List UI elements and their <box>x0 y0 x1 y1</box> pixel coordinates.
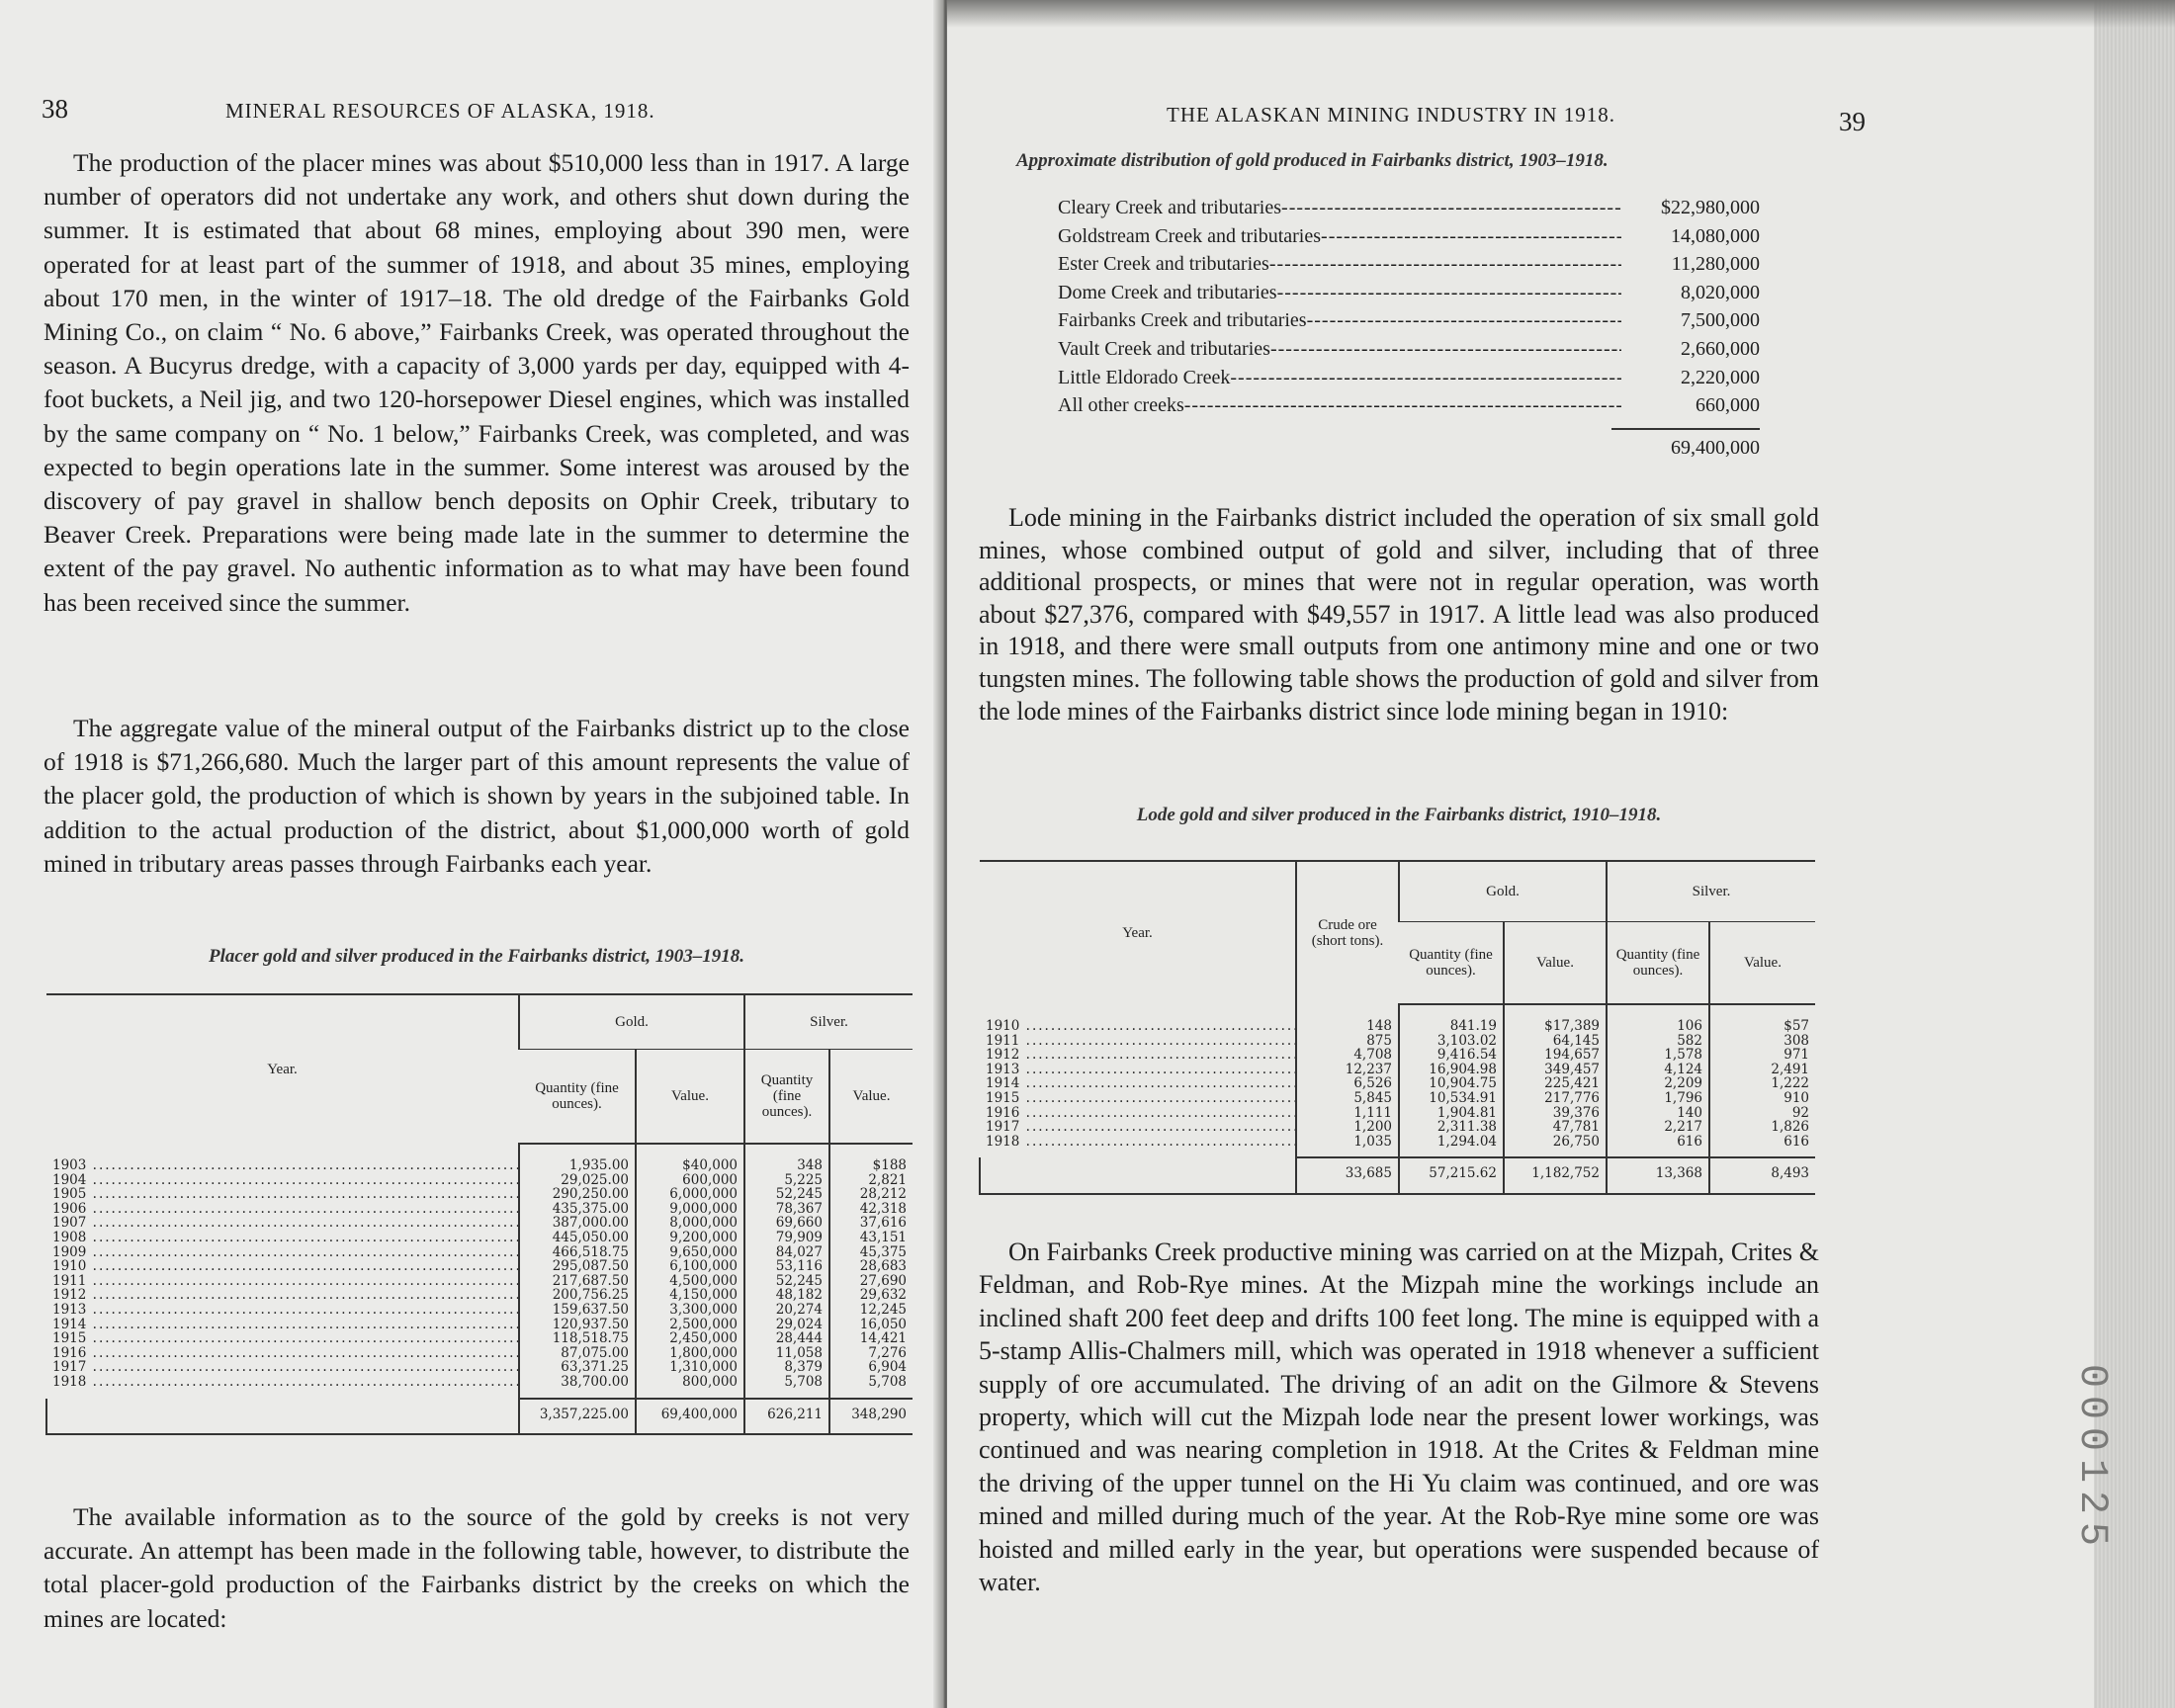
table-row <box>980 1135 1815 1158</box>
running-head-left: MINERAL RESOURCES OF ALASKA, 1918. <box>225 99 655 123</box>
total-silver-value-cell: 348,290 <box>829 1399 913 1435</box>
placer-header-silver: Silver. <box>744 994 913 1050</box>
year-cell: 1908 ..... <box>46 1231 519 1245</box>
leader-dashes <box>1277 279 1621 307</box>
table-row <box>46 1173 913 1188</box>
gold-value-cell: 9,200,000 <box>636 1231 744 1245</box>
year-cell: 1910 ..... <box>980 1004 1296 1034</box>
year-cell: 1916 ..... <box>46 1346 519 1361</box>
table-row <box>46 1231 913 1245</box>
list-item <box>1058 279 1760 307</box>
creek-name: All other creeks <box>1058 394 1184 417</box>
silver-quantity-cell: 52,245 <box>744 1274 829 1289</box>
creek-value: 8,020,000 <box>1681 281 1760 303</box>
silver-quantity-cell: 79,909 <box>744 1231 829 1245</box>
crude-ore-cell: 1,035 <box>1296 1135 1399 1158</box>
creek-name: Little Eldorado Creek <box>1058 366 1231 388</box>
creek-name: Goldstream Creek and tributaries <box>1058 224 1322 247</box>
table-row <box>980 1091 1815 1106</box>
silver-value-cell: 6,904 <box>829 1360 913 1375</box>
creek-value: 660,000 <box>1696 394 1760 417</box>
gold-value-cell: 47,781 <box>1504 1120 1607 1135</box>
silver-quantity-cell: 4,124 <box>1607 1063 1709 1077</box>
distribution-caption: Approximate distribution of gold produced in Fairbanks district, 1903–1918. <box>1016 150 1609 171</box>
gold-quantity-cell: 435,375.00 <box>519 1202 636 1217</box>
table-row <box>980 1076 1815 1091</box>
placer-table <box>45 993 913 1435</box>
gold-value-cell: 225,421 <box>1504 1076 1607 1091</box>
year-cell: 1903 ..... <box>46 1144 519 1173</box>
gold-quantity-cell: 217,687.50 <box>519 1274 636 1289</box>
silver-quantity-cell: 8,379 <box>744 1360 829 1375</box>
year-cell: 1918 ..... <box>46 1375 519 1399</box>
silver-quantity-cell: 1,578 <box>1607 1048 1709 1063</box>
leader-dashes <box>1321 222 1621 251</box>
list-item <box>1058 335 1760 364</box>
left-paragraph-2 <box>44 712 910 881</box>
left-paragraph-2-text: The aggregate value of the mineral output of the Fairbanks district up to the close of 1918 is $71,266,680. Much the larger part of this amount represents the value of the placer gold, the production of which is shown by years in the subjoined table. In addition to the actual production of the district, about $1,000,000 worth of gold mined in tributary areas passes through Fairbanks each year. <box>44 714 910 878</box>
lode-header-silver-quantity: Quantity (fine ounces). <box>1607 922 1709 1005</box>
crude-ore-cell: 1,111 <box>1296 1106 1399 1121</box>
lode-header-gold-quantity: Quantity (fine ounces). <box>1399 922 1504 1005</box>
silver-value-cell: 27,690 <box>829 1274 913 1289</box>
total-silver-value-cell: 8,493 <box>1709 1157 1815 1194</box>
gold-quantity-cell: 16,904.98 <box>1399 1063 1504 1077</box>
gold-value-cell: 26,750 <box>1504 1135 1607 1158</box>
creek-value: 7,500,000 <box>1681 309 1760 332</box>
total-silver-quantity-cell: 626,211 <box>744 1399 829 1435</box>
list-item <box>1058 222 1760 251</box>
year-cell: 1915 ..... <box>46 1331 519 1346</box>
gold-quantity-cell: 120,937.50 <box>519 1318 636 1332</box>
gold-quantity-cell: 387,000.00 <box>519 1216 636 1231</box>
lode-table-body <box>980 1004 1815 1194</box>
table-row <box>46 1346 913 1361</box>
gold-quantity-cell: 3,103.02 <box>1399 1034 1504 1049</box>
silver-quantity-cell: 69,660 <box>744 1216 829 1231</box>
silver-quantity-cell: 78,367 <box>744 1202 829 1217</box>
silver-value-cell: 308 <box>1709 1034 1815 1049</box>
gold-quantity-cell: 87,075.00 <box>519 1346 636 1361</box>
placer-table-caption: Placer gold and silver produced in the Fairbanks district, 1903–1918. <box>208 946 745 967</box>
creek-value: 2,220,000 <box>1681 366 1760 388</box>
total-gold-quantity-cell: 3,357,225.00 <box>519 1399 636 1435</box>
silver-value-cell: 2,491 <box>1709 1063 1815 1077</box>
creek-value: 11,280,000 <box>1671 253 1760 276</box>
gold-value-cell: 194,657 <box>1504 1048 1607 1063</box>
placer-header-silver-value: Value. <box>829 1050 913 1145</box>
year-cell: 1905 ..... <box>46 1187 519 1202</box>
creek-value: 14,080,000 <box>1671 224 1760 247</box>
total-gold-quantity-cell: 57,215.62 <box>1399 1157 1504 1194</box>
list-item <box>1058 194 1760 222</box>
lode-header-year: Year. <box>980 861 1296 1004</box>
gold-quantity-cell: 63,371.25 <box>519 1360 636 1375</box>
year-cell: 1913 ..... <box>46 1303 519 1318</box>
creek-name: Cleary Creek and tributaries <box>1058 197 1282 218</box>
gold-quantity-cell: 1,904.81 <box>1399 1106 1504 1121</box>
year-cell: 1915 ..... <box>980 1091 1296 1106</box>
silver-quantity-cell: 5,708 <box>744 1375 829 1399</box>
list-item <box>1058 306 1760 335</box>
gold-quantity-cell: 2,311.38 <box>1399 1120 1504 1135</box>
silver-quantity-cell: 48,182 <box>744 1288 829 1303</box>
total-crude-ore-cell: 33,685 <box>1296 1157 1399 1194</box>
year-cell: 1909 ..... <box>46 1245 519 1260</box>
lode-header-crude-ore: Crude ore (short tons). <box>1296 861 1399 1004</box>
gold-value-cell: 2,500,000 <box>636 1318 744 1332</box>
gold-quantity-cell: 1,935.00 <box>519 1144 636 1173</box>
year-cell: 1912 ..... <box>980 1048 1296 1063</box>
year-cell: 1910 ..... <box>46 1259 519 1274</box>
silver-quantity-cell: 84,027 <box>744 1245 829 1260</box>
silver-quantity-cell: 582 <box>1607 1034 1709 1049</box>
silver-quantity-cell: 29,024 <box>744 1318 829 1332</box>
lode-header-gold-value: Value. <box>1504 922 1607 1005</box>
list-item <box>1058 391 1760 420</box>
gold-value-cell: 600,000 <box>636 1173 744 1188</box>
table-row <box>46 1360 913 1375</box>
silver-value-cell: 43,151 <box>829 1231 913 1245</box>
leader-dashes <box>1184 391 1621 420</box>
silver-value-cell: 1,222 <box>1709 1076 1815 1091</box>
gold-quantity-cell: 118,518.75 <box>519 1331 636 1346</box>
gold-quantity-cell: 290,250.00 <box>519 1187 636 1202</box>
silver-quantity-cell: 140 <box>1607 1106 1709 1121</box>
silver-value-cell: 5,708 <box>829 1375 913 1399</box>
gold-value-cell: 217,776 <box>1504 1091 1607 1106</box>
table-row <box>980 1120 1815 1135</box>
table-row <box>980 1048 1815 1063</box>
leader-dashes <box>1281 194 1621 222</box>
year-cell: 1917 ..... <box>980 1120 1296 1135</box>
silver-value-cell: 16,050 <box>829 1318 913 1332</box>
gold-value-cell: 9,000,000 <box>636 1202 744 1217</box>
year-cell: 1914 ..... <box>980 1076 1296 1091</box>
silver-value-cell: 910 <box>1709 1091 1815 1106</box>
table-row <box>46 1245 913 1260</box>
total-silver-quantity-cell: 13,368 <box>1607 1157 1709 1194</box>
silver-value-cell: $57 <box>1709 1004 1815 1034</box>
total-label-cell <box>980 1157 1296 1194</box>
crude-ore-cell: 6,526 <box>1296 1076 1399 1091</box>
crude-ore-cell: 148 <box>1296 1004 1399 1034</box>
right-paragraph-2 <box>979 1236 1819 1598</box>
silver-value-cell: 12,245 <box>829 1303 913 1318</box>
gold-value-cell: 1,310,000 <box>636 1360 744 1375</box>
silver-value-cell: $188 <box>829 1144 913 1173</box>
gold-value-cell: 9,650,000 <box>636 1245 744 1260</box>
gold-quantity-cell: 200,756.25 <box>519 1288 636 1303</box>
year-cell: 1906 ..... <box>46 1202 519 1217</box>
lode-table <box>979 860 1815 1195</box>
list-item <box>1058 250 1760 279</box>
placer-table-body <box>46 1144 913 1434</box>
total-gold-value-cell: 1,182,752 <box>1504 1157 1607 1194</box>
gold-quantity-cell: 445,050.00 <box>519 1231 636 1245</box>
silver-quantity-cell: 20,274 <box>744 1303 829 1318</box>
table-row <box>46 1303 913 1318</box>
distribution-list <box>1058 194 1760 462</box>
table-row <box>46 1318 913 1332</box>
silver-value-cell: 971 <box>1709 1048 1815 1063</box>
silver-value-cell: 37,616 <box>829 1216 913 1231</box>
gold-value-cell: 2,450,000 <box>636 1331 744 1346</box>
distribution-total: 69,400,000 <box>1671 436 1760 459</box>
total-row <box>46 1399 913 1435</box>
lode-header-gold: Gold. <box>1399 861 1607 922</box>
gold-value-cell: 3,300,000 <box>636 1303 744 1318</box>
silver-quantity-cell: 28,444 <box>744 1331 829 1346</box>
year-cell: 1904 ..... <box>46 1173 519 1188</box>
silver-value-cell: 29,632 <box>829 1288 913 1303</box>
gold-quantity-cell: 1,294.04 <box>1399 1135 1504 1158</box>
silver-value-cell: 2,821 <box>829 1173 913 1188</box>
silver-quantity-cell: 53,116 <box>744 1259 829 1274</box>
left-paragraph-1 <box>44 146 910 620</box>
silver-quantity-cell: 5,225 <box>744 1173 829 1188</box>
table-row <box>980 1063 1815 1077</box>
silver-value-cell: 7,276 <box>829 1346 913 1361</box>
table-row <box>46 1331 913 1346</box>
table-row <box>980 1034 1815 1049</box>
table-row <box>46 1259 913 1274</box>
crude-ore-cell: 1,200 <box>1296 1120 1399 1135</box>
placer-header-gold: Gold. <box>519 994 744 1050</box>
crude-ore-cell: 5,845 <box>1296 1091 1399 1106</box>
lode-header-silver-value: Value. <box>1709 922 1815 1005</box>
creek-value: $22,980,000 <box>1661 197 1760 218</box>
table-row <box>980 1106 1815 1121</box>
lode-table-caption: Lode gold and silver produced in the Fairbanks district, 1910–1918. <box>1136 805 1662 825</box>
distribution-rows <box>1058 194 1760 420</box>
year-cell: 1918 ..... <box>980 1135 1296 1158</box>
gold-quantity-cell: 10,534.91 <box>1399 1091 1504 1106</box>
right-paragraph-1-text: Lode mining in the Fairbanks district included the operation of six small gold mines, whose combined output of gold and silver, including that of three additional prospects, or mines that were not in regular operation, was worth about $27,376, compared with $49,557 in 1917. A little lead was also produced in 1918, and there were small outputs from one antimony mine and one or two tungsten mines. The following table shows the production of gold and silver from the lode mines of the Fairbanks district since lode mining began in 1910: <box>979 503 1819 726</box>
silver-quantity-cell: 11,058 <box>744 1346 829 1361</box>
placer-header-gold-quantity: Quantity (fine ounces). <box>519 1050 636 1145</box>
gold-value-cell: 1,800,000 <box>636 1346 744 1361</box>
gold-quantity-cell: 841.19 <box>1399 1004 1504 1034</box>
total-label-cell <box>46 1399 519 1435</box>
table-row <box>46 1187 913 1202</box>
left-page <box>0 0 941 1708</box>
silver-quantity-cell: 106 <box>1607 1004 1709 1034</box>
year-cell: 1916 ..... <box>980 1106 1296 1121</box>
table-row <box>46 1216 913 1231</box>
creek-value: 2,660,000 <box>1681 337 1760 360</box>
distribution-sum-rule <box>1611 428 1760 430</box>
creek-name: Vault Creek and tributaries <box>1058 337 1270 360</box>
placer-header-year: Year. <box>46 994 519 1144</box>
gold-quantity-cell: 159,637.50 <box>519 1303 636 1318</box>
silver-value-cell: 1,826 <box>1709 1120 1815 1135</box>
leader-dashes <box>1230 364 1621 392</box>
total-row <box>980 1157 1815 1194</box>
year-cell: 1913 ..... <box>980 1063 1296 1077</box>
right-paragraph-1 <box>979 502 1819 727</box>
silver-quantity-cell: 52,245 <box>744 1187 829 1202</box>
silver-value-cell: 14,421 <box>829 1331 913 1346</box>
gold-quantity-cell: 295,087.50 <box>519 1259 636 1274</box>
table-row <box>46 1288 913 1303</box>
crude-ore-cell: 4,708 <box>1296 1048 1399 1063</box>
top-shadow <box>947 0 2175 28</box>
leader-dashes <box>1270 335 1621 364</box>
silver-value-cell: 92 <box>1709 1106 1815 1121</box>
silver-value-cell: 616 <box>1709 1135 1815 1158</box>
page-number-right: 39 <box>1839 107 1866 136</box>
year-cell: 1917 ..... <box>46 1360 519 1375</box>
table-row <box>46 1144 913 1173</box>
gold-quantity-cell: 38,700.00 <box>519 1375 636 1399</box>
silver-value-cell: 42,318 <box>829 1202 913 1217</box>
leader-dashes <box>1269 250 1621 279</box>
table-row <box>46 1274 913 1289</box>
crude-ore-cell: 875 <box>1296 1034 1399 1049</box>
silver-value-cell: 45,375 <box>829 1245 913 1260</box>
year-cell: 1907 ..... <box>46 1216 519 1231</box>
year-cell: 1911 ..... <box>46 1274 519 1289</box>
gold-value-cell: $17,389 <box>1504 1004 1607 1034</box>
year-cell: 1914 ..... <box>46 1318 519 1332</box>
table-row <box>46 1202 913 1217</box>
gold-value-cell: 64,145 <box>1504 1034 1607 1049</box>
crude-ore-cell: 12,237 <box>1296 1063 1399 1077</box>
silver-quantity-cell: 616 <box>1607 1135 1709 1158</box>
silver-quantity-cell: 1,796 <box>1607 1091 1709 1106</box>
gold-value-cell: 6,100,000 <box>636 1259 744 1274</box>
gold-quantity-cell: 9,416.54 <box>1399 1048 1504 1063</box>
gold-value-cell: 4,500,000 <box>636 1274 744 1289</box>
gold-value-cell: 6,000,000 <box>636 1187 744 1202</box>
table-row <box>46 1375 913 1399</box>
silver-value-cell: 28,683 <box>829 1259 913 1274</box>
left-paragraph-3 <box>44 1500 910 1636</box>
list-item <box>1058 364 1760 392</box>
gold-value-cell: 8,000,000 <box>636 1216 744 1231</box>
year-cell: 1911 ..... <box>980 1034 1296 1049</box>
running-head-right: THE ALASKAN MINING INDUSTRY IN 1918. <box>1167 103 1616 127</box>
leader-dashes <box>1307 306 1621 335</box>
table-row <box>980 1004 1815 1034</box>
right-paragraph-2-text: On Fairbanks Creek productive mining was carried on at the Mizpah, Crites & Feldman, and Rob-Rye mines. At the Mizpah mine the workings include an inclined shaft 200 feet deep and drifts 100 feet long. The mine is equipped with a 5-stamp Allis-Chalmers mill, which was operated in 1918 whenever a sufficient supply of ore accumulated. The driving of an adit on the Gilmore & Stevens property, which will cut the Mizpah lode near the present lower workings, was continued and was nearing completion in 1918. At the Crites & Feldman mine the driving of the upper tunnel on the Hi Yu claim was continued, and ore was mined and milled during much of the year. At the Rob-Rye mine some ore was hoisted and milled early in the year, but operations were suspended because of water. <box>979 1238 1819 1597</box>
year-cell: 1912 ..... <box>46 1288 519 1303</box>
lode-header-silver: Silver. <box>1607 861 1815 922</box>
placer-header-gold-value: Value. <box>636 1050 744 1145</box>
total-gold-value-cell: 69,400,000 <box>636 1399 744 1435</box>
gold-quantity-cell: 10,904.75 <box>1399 1076 1504 1091</box>
silver-quantity-cell: 2,217 <box>1607 1120 1709 1135</box>
left-paragraph-3-text: The available information as to the source of the gold by creeks is not very accurate. An attempt has been made in the following table, however, to distribute the total placer-gold production of the Fairbanks district by the creeks on which the mines are located: <box>44 1502 910 1633</box>
right-page <box>947 0 2094 1708</box>
page-number-left: 38 <box>42 94 68 124</box>
silver-value-cell: 28,212 <box>829 1187 913 1202</box>
creek-name: Dome Creek and tributaries <box>1058 281 1277 303</box>
left-paragraph-1-text: The production of the placer mines was about $510,000 less than in 1917. A large number of operators did not undertake any work, and others shut down during the summer. It is estimated that about 68 mines, employing about 390 men, were operated for at least part of the summer of 1918, and about 35 mines, employing about 170 men, in the winter of 1917–18. The old dredge of the Fairbanks Gold Mining Co., on claim “ No. 6 above,” Fairbanks Creek, was operated throughout the season. A Bucyrus dredge, with a capacity of 3,000 yards per day, equipped with 4-foot buckets, a Neil jig, and two 120-horsepower Diesel engines, which was installed by the same company on “ No. 1 below,” Fairbanks Creek, was completed, and was expected to begin operations late in the summer. Some interest was aroused by the discovery of pay gravel in shallow bench deposits on Ophir Creek, tributary to Beaver Creek. Preparations were being made late in the summer to determine the extent of the pay gravel. No authentic information as to what may have been found has been received since the summer. <box>44 148 910 617</box>
gold-value-cell: 39,376 <box>1504 1106 1607 1121</box>
creek-name: Fairbanks Creek and tributaries <box>1058 309 1307 332</box>
silver-quantity-cell: 2,209 <box>1607 1076 1709 1091</box>
gold-value-cell: 800,000 <box>636 1375 744 1399</box>
silver-quantity-cell: 348 <box>744 1144 829 1173</box>
placer-header-silver-quantity: Quantity (fine ounces). <box>744 1050 829 1145</box>
gold-value-cell: 349,457 <box>1504 1063 1607 1077</box>
edge-stamp: 000125 <box>2069 1364 2114 1555</box>
gold-quantity-cell: 29,025.00 <box>519 1173 636 1188</box>
creek-name: Ester Creek and tributaries <box>1058 253 1269 276</box>
gold-value-cell: 4,150,000 <box>636 1288 744 1303</box>
gold-quantity-cell: 466,518.75 <box>519 1245 636 1260</box>
gold-value-cell: $40,000 <box>636 1144 744 1173</box>
